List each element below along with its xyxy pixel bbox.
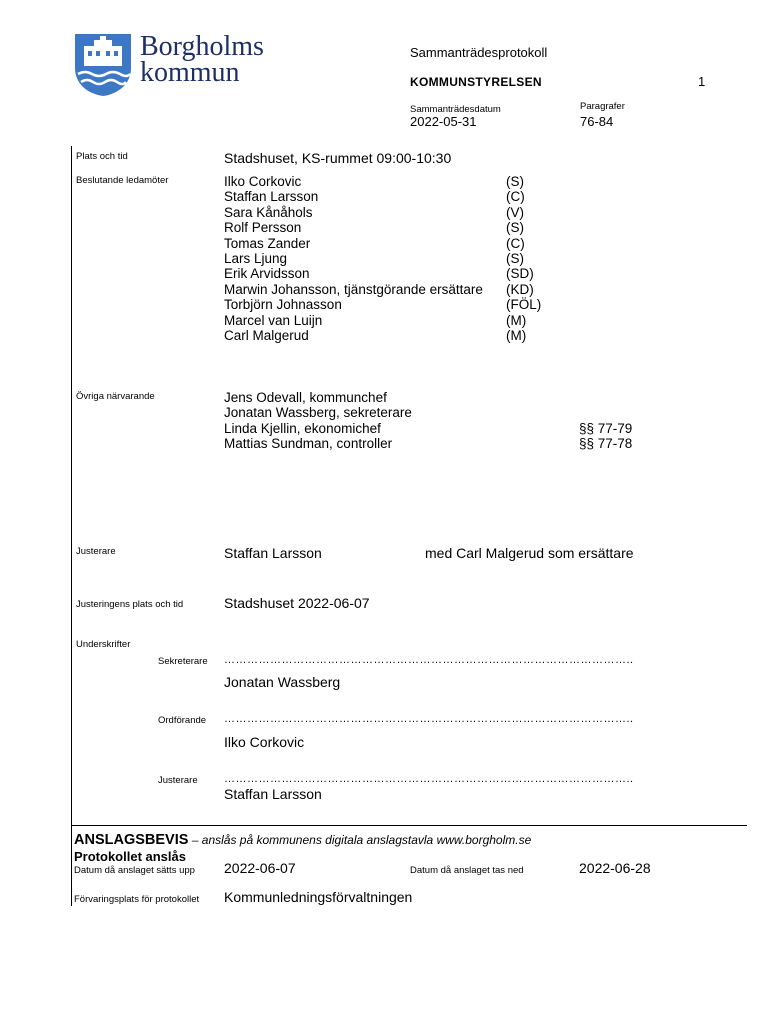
posted-date-label: Datum då anslaget sätts upp <box>74 865 195 876</box>
member-party: (FÖL) <box>506 297 542 313</box>
other-name: Linda Kjellin, ekonomichef <box>224 420 381 436</box>
adjuster-name: Staffan Larsson <box>224 545 322 561</box>
doc-type: Sammanträdesprotokoll <box>410 45 548 60</box>
member-name: Tomas Zander <box>224 235 311 251</box>
member-name: Sara Kånåhols <box>224 204 313 220</box>
left-margin-line <box>71 146 72 906</box>
member-name: Lars Ljung <box>224 250 288 266</box>
coat-of-arms-icon <box>72 32 134 98</box>
other-note: §§ 77-79 <box>579 420 633 436</box>
removal-date-label: Datum då anslaget tas ned <box>410 865 524 876</box>
removal-date: 2022-06-28 <box>579 860 651 876</box>
member-party: (C) <box>506 189 525 205</box>
member-party: (KD) <box>506 281 534 297</box>
meeting-date: 2022-05-31 <box>410 114 477 129</box>
chair-label: Ordförande <box>158 715 207 726</box>
adjuster-label: Justerare <box>76 546 116 557</box>
anslag-heading: Protokollet anslås <box>74 849 186 864</box>
adjuster-sign-label: Justerare <box>158 775 198 786</box>
storage-value: Kommunledningsförvaltningen <box>224 889 413 905</box>
member-name: Erik Arvidsson <box>224 266 310 282</box>
committee-name: KOMMUNSTYRELSEN <box>410 75 542 89</box>
place-value: Stadshuset, KS-rummet 09:00-10:30 <box>224 150 452 166</box>
chair-name: Ilko Corkovic <box>224 734 305 750</box>
anslag-title: ANSLAGSBEVIS <box>74 832 189 848</box>
secretary-signature-line: …………………………………………………………………………………………….. <box>224 654 634 666</box>
other-name: Mattias Sundman, controller <box>224 436 393 452</box>
member-party: (M) <box>506 312 527 328</box>
others-notes <box>579 390 632 452</box>
anslag-title-row <box>74 831 531 848</box>
adjustment-place-label: Justeringens plats och tid <box>76 599 184 610</box>
others-label: Övriga närvarande <box>76 391 155 402</box>
members-names <box>224 174 483 343</box>
meeting-date-label: Sammanträdesdatum <box>410 104 501 115</box>
paragraphs-label: Paragrafer <box>580 101 625 112</box>
adjuster-signature-line: …………………………………………………………………………………………….. <box>224 773 634 785</box>
member-name: Rolf Persson <box>224 220 302 236</box>
secretary-label: Sekreterare <box>158 656 208 667</box>
members-parties <box>506 174 541 343</box>
chair-signature-line: …………………………………………………………………………………………….. <box>224 713 634 725</box>
member-name: Carl Malgerud <box>224 327 309 343</box>
others-names <box>224 390 412 452</box>
logo-line1: Borgholms <box>140 31 264 62</box>
other-name: Jens Odevall, kommunchef <box>224 390 387 405</box>
adjuster-sign-name: Staffan Larsson <box>224 786 322 802</box>
member-party: (V) <box>506 204 524 220</box>
paragraphs: 76-84 <box>580 114 614 129</box>
member-name: Ilko Corkovic <box>224 174 302 189</box>
storage-label: Förvaringsplats för protokollet <box>74 894 200 905</box>
member-party: (SD) <box>506 266 534 282</box>
other-note: §§ 77-78 <box>579 436 633 452</box>
member-party: (S) <box>506 220 524 236</box>
member-name: Staffan Larsson <box>224 189 319 205</box>
logo-line2: kommun <box>140 57 240 88</box>
municipality-logo <box>72 32 272 98</box>
other-note <box>579 390 632 405</box>
secretary-name: Jonatan Wassberg <box>224 674 341 690</box>
member-party: (S) <box>506 250 524 266</box>
other-name: Jonatan Wassberg, sekreterare <box>224 405 412 421</box>
signatures-label: Underskrifter <box>76 639 131 650</box>
anslag-subtitle: – anslås på kommunens digitala anslagstavla www.borgholm.se <box>188 833 532 847</box>
posted-date: 2022-06-07 <box>224 860 296 876</box>
members-label: Beslutande ledamöter <box>76 175 169 186</box>
member-party: (M) <box>506 327 527 343</box>
member-party: (S) <box>506 174 524 189</box>
member-name: Marcel van Luijn <box>224 312 323 328</box>
adjustment-place-value: Stadshuset 2022-06-07 <box>224 595 370 611</box>
adjuster-substitute: med Carl Malgerud som ersättare <box>425 545 634 561</box>
place-label: Plats och tid <box>76 151 128 162</box>
other-note <box>579 405 632 420</box>
member-name: Marwin Johansson, tjänstgörande ersättare <box>224 281 483 297</box>
member-party: (C) <box>506 235 525 251</box>
anslag-divider <box>71 825 747 826</box>
member-name: Torbjörn Johnasson <box>224 297 342 313</box>
page-number: 1 <box>698 74 706 89</box>
